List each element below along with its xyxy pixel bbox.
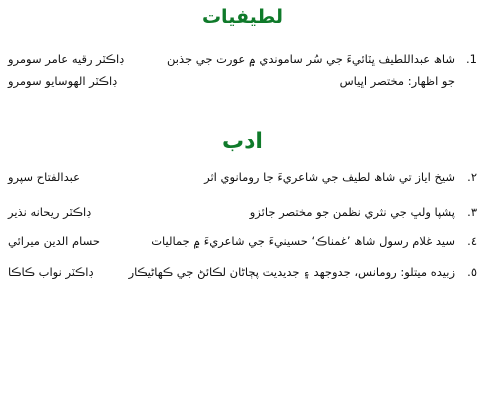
- entry-number: .٢: [467, 170, 477, 184]
- entry-number: .1: [466, 52, 477, 66]
- entry-author: [8, 202, 158, 222]
- entry-title: زبيده ميتلو: رومانس، جدوجهد ۽ جديديت پڄاڻان لڪائڻ جي ڪهاڻيڪار: [128, 265, 455, 279]
- toc-entry-4: [0, 231, 485, 251]
- entry-number: .٥: [467, 265, 477, 279]
- entry-author: [8, 231, 158, 251]
- entry-title: پشپا ولڀ جي نثري نظمن جو مختصر جائزو: [249, 205, 455, 219]
- entry-author-text: ڊاڪٽر رقيه عامر سومرو: [8, 52, 125, 66]
- entry-number: .٣: [467, 205, 477, 219]
- entry-title: شيخ اياز تي شاھ لطيف جي شاعريءَ جا رومانوي اثر: [204, 170, 455, 184]
- entry-author: [8, 49, 158, 69]
- entry-author: [8, 262, 158, 282]
- entry-author-text: ڊاڪٽر ريحانه نذير: [8, 205, 92, 219]
- entry-title-continuation: جو اظهار: مختصر اڀياس: [339, 74, 455, 88]
- entry-coauthor-text: ڊاڪٽر الھوسايو سومرو: [8, 74, 118, 88]
- section-title-adab: ادب: [222, 129, 263, 154]
- entry-number: .٤: [467, 234, 477, 248]
- section-title-latifiyat: لطيفيات: [201, 6, 284, 28]
- toc-entry-2: [0, 167, 485, 187]
- entry-title: سيد غلام رسول شاھ ’غمناڪ‘ حسينيءَ جي شاعريءَ ۾ جماليات: [151, 234, 455, 248]
- toc-entry-1-continuation: [0, 71, 485, 91]
- entry-author: [8, 167, 158, 187]
- entry-author-text: عبدالفتاح سپرو: [8, 170, 80, 184]
- entry-title: شاھ عبداللطيف ڀٽائيءَ جي سُر ساموندي ۾ عورت جي جذبن: [167, 52, 455, 66]
- toc-entry-5: [0, 262, 485, 282]
- entry-author-text: حسام الدين ميرائي: [8, 234, 100, 248]
- entry-coauthor: [8, 71, 158, 91]
- entry-author-text: ڊاڪٽر نواب ڪاڪا: [8, 265, 94, 279]
- toc-entry-3: [0, 202, 485, 222]
- toc-entry-1: [0, 49, 485, 69]
